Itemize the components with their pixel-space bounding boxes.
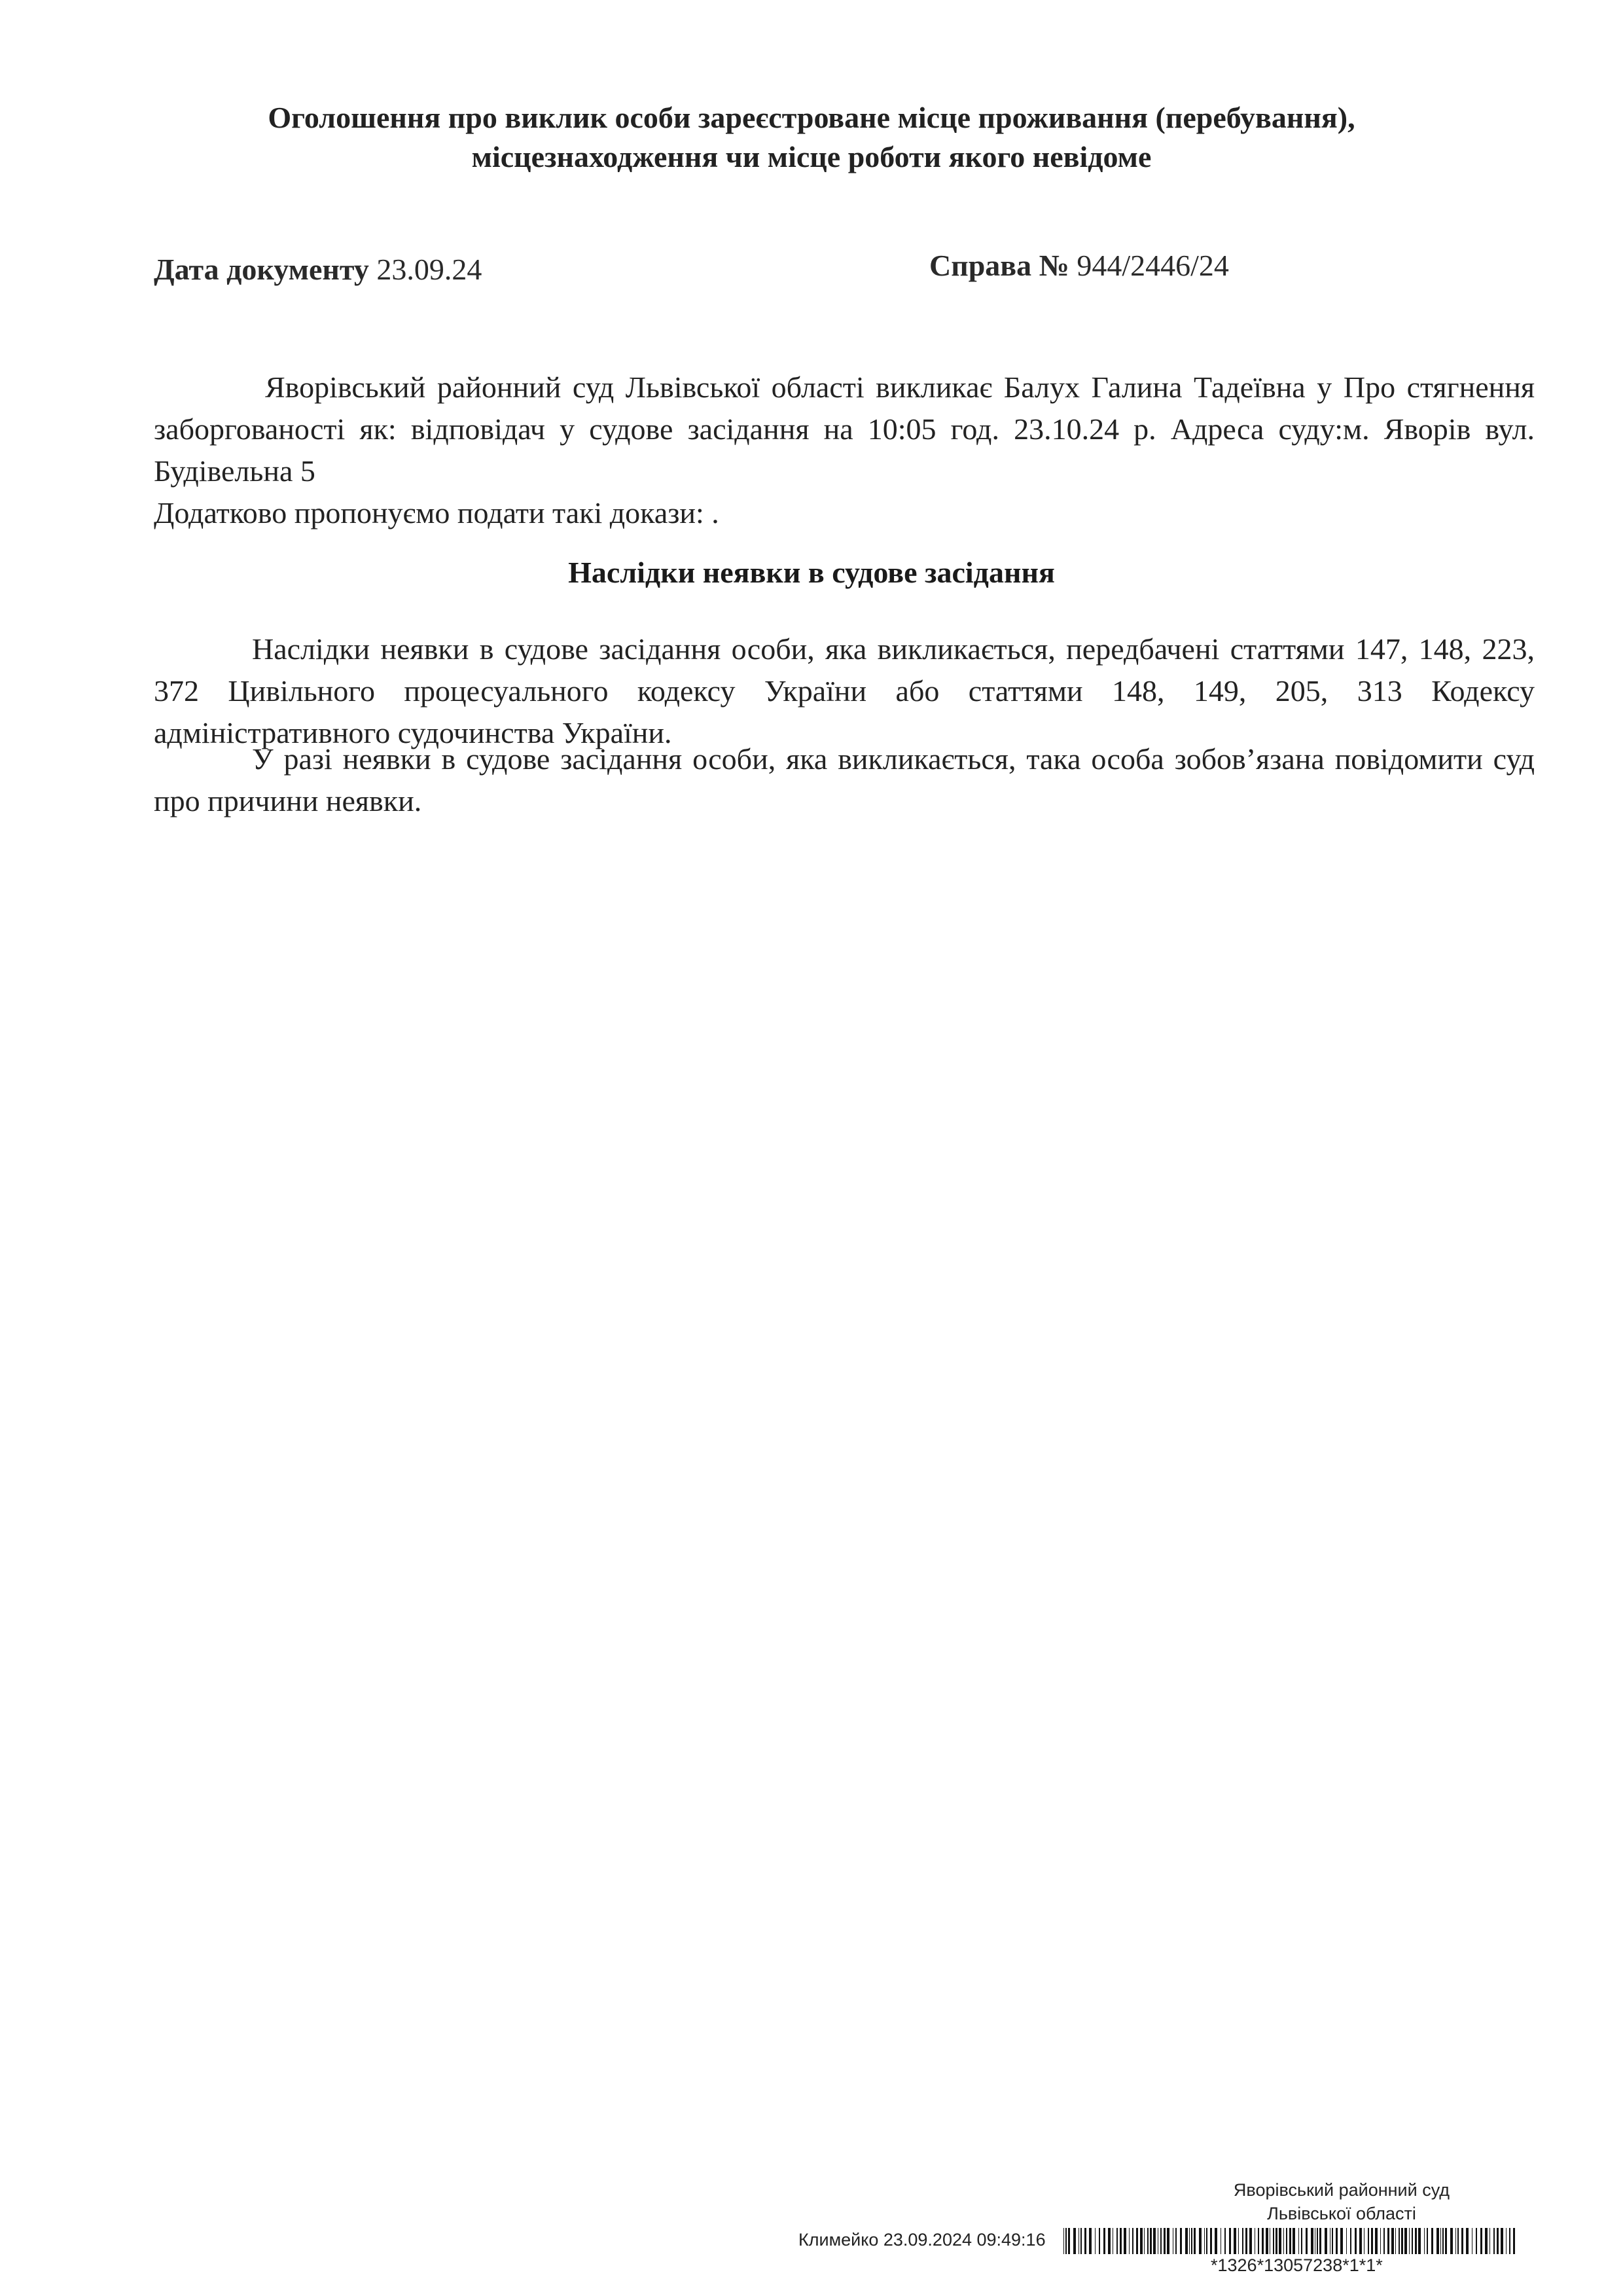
notification-paragraph (154, 738, 1535, 822)
consequences-text: Наслідки неявки в судове засідання особи, яка викликається, передбачені статтями 147, 148, 223, 372 Цивільного процесуального кодексу України або статтями 148, 149, 205, 313 Кодексу адміністративного судочинства України. (154, 632, 1535, 749)
stamp-court-name (1191, 2178, 1492, 2225)
consequences-heading: Наслідки неявки в судове засідання (568, 556, 1055, 589)
title-line-1: Оголошення про виклик особи зареєстроване місце проживання (перебування), (268, 101, 1355, 134)
registration-stamp (798, 2173, 1571, 2291)
document-meta (154, 249, 1528, 298)
summons-paragraph (154, 367, 1535, 492)
case-value: 944/2446/24 (1077, 249, 1229, 282)
evidence-line: Додатково пропонуємо подати такі докази: . (154, 496, 719, 529)
case-label: Справа № (929, 249, 1069, 282)
date-value: 23.09.24 (376, 253, 482, 286)
barcode-code: *1326*13057238*1*1* (1211, 2255, 1383, 2275)
date-label: Дата документу (154, 253, 369, 286)
document-title (196, 98, 1427, 177)
barcode-graphic (1063, 2228, 1518, 2254)
stamp-court-line-2: Львівської області (1267, 2204, 1416, 2223)
stamp-court-line-1: Яворівський районний суд (1233, 2180, 1450, 2200)
title-line-2: місцезнаходження чи місце роботи якого невідоме (471, 140, 1152, 173)
summons-text: Яворівський районний суд Львівської області викликає Балух Галина Тадеївна у Про стягнення заборгованості як: відповідач у судове засідання на 10:05 год. 23.10.24 р. Адреса суду:м. Яворів вул. Будівельна 5 (154, 370, 1535, 488)
case-number (929, 248, 1229, 283)
document-date (154, 252, 482, 287)
stamp-signer: Климейко 23.09.2024 09:49:16 (798, 2230, 1046, 2250)
notification-text: У разі неявки в судове засідання особи, яка викликається, така особа зобов’язана повідомити суд про причини неявки. (154, 742, 1535, 817)
consequences-paragraph (154, 628, 1535, 754)
